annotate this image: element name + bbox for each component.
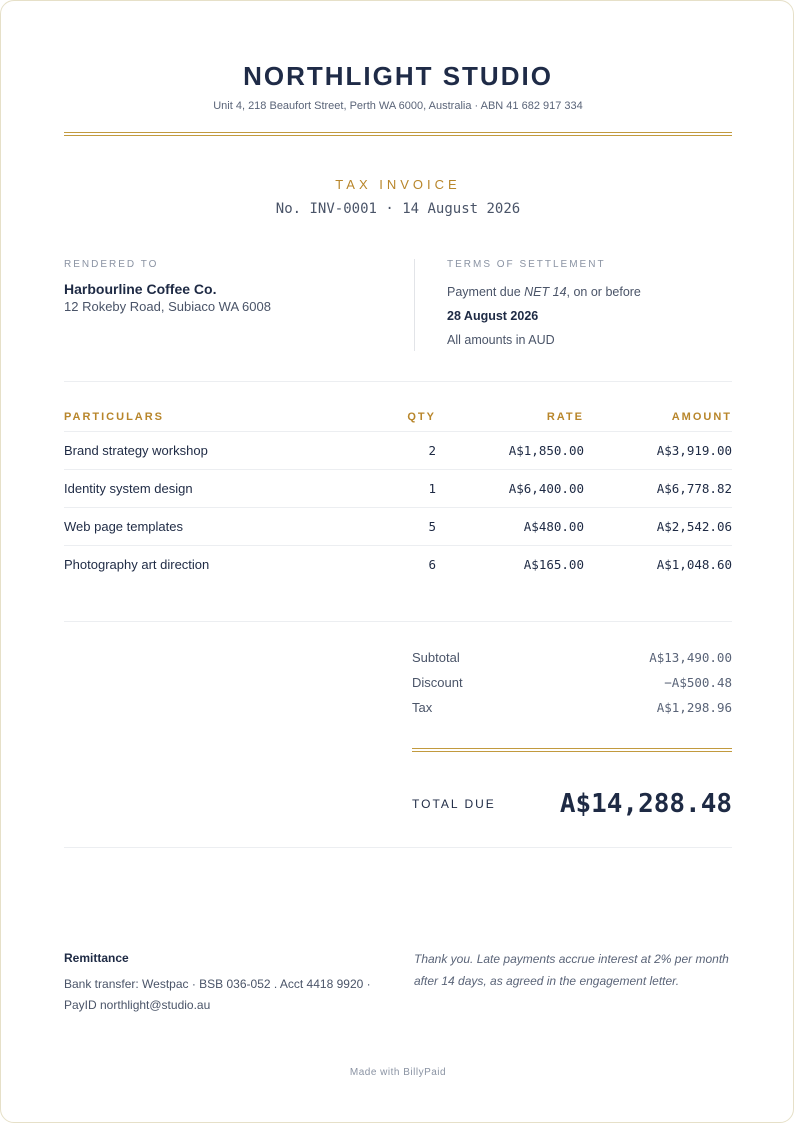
header-particulars: PARTICULARS bbox=[64, 405, 364, 432]
client-address: 12 Rokeby Road, Subiaco WA 6008 bbox=[64, 299, 271, 314]
rendered-to-label: RENDERED TO bbox=[64, 259, 159, 270]
remittance-title: Remittance bbox=[64, 951, 129, 965]
table-row bbox=[64, 508, 732, 546]
item-rate: A$1,850.00 bbox=[436, 432, 584, 470]
payment-terms-suffix: , on or before bbox=[566, 285, 641, 299]
payment-terms bbox=[447, 280, 732, 304]
total-rule-top bbox=[412, 748, 732, 749]
total-rule-bottom bbox=[412, 751, 732, 752]
subtotal-label: Subtotal bbox=[412, 650, 460, 665]
column-divider bbox=[414, 259, 415, 351]
table-end-divider bbox=[64, 621, 732, 622]
table-header-row bbox=[64, 405, 732, 432]
discount-value: −A$500.48 bbox=[664, 675, 732, 690]
net-terms: NET 14 bbox=[524, 285, 567, 299]
discount-row bbox=[412, 670, 732, 695]
discount-label: Discount bbox=[412, 675, 463, 690]
item-qty: 1 bbox=[364, 470, 436, 508]
terms-block bbox=[447, 259, 732, 352]
item-rate: A$165.00 bbox=[523, 557, 584, 572]
subtotal-value: A$13,490.00 bbox=[649, 650, 732, 665]
item-qty: 5 bbox=[364, 508, 436, 546]
payment-terms-prefix: Payment due bbox=[447, 285, 525, 299]
document-type: TAX INVOICE bbox=[335, 177, 461, 192]
header-rule-top bbox=[64, 132, 732, 133]
table-row bbox=[64, 470, 732, 508]
studio-address: Unit 4, 218 Beaufort Street, Perth WA 6000, Australia · ABN 41 682 917 334 bbox=[213, 100, 583, 112]
subtotal-row bbox=[412, 645, 732, 670]
tax-label: Tax bbox=[412, 700, 433, 715]
tax-row bbox=[412, 695, 732, 720]
client-name: Harbourline Coffee Co. bbox=[64, 281, 217, 297]
payment-note: Thank you. Late payments accrue interest at 2% per month after 14 days, as agreed in the engagement letter. bbox=[414, 952, 729, 988]
table-row bbox=[64, 546, 732, 584]
total-due-row bbox=[412, 789, 732, 819]
rendered-to-block bbox=[64, 259, 394, 314]
header-qty: QTY bbox=[364, 405, 436, 432]
item-rate: A$480.00 bbox=[436, 508, 584, 546]
item-qty: 6 bbox=[428, 557, 436, 572]
header-rate: RATE bbox=[436, 405, 584, 432]
item-particulars: Brand strategy workshop bbox=[64, 432, 364, 470]
item-particulars: Web page templates bbox=[64, 508, 364, 546]
table-row bbox=[64, 432, 732, 470]
totals-summary bbox=[412, 645, 732, 720]
remittance-block bbox=[64, 951, 374, 1016]
item-amount: A$2,542.06 bbox=[584, 508, 732, 546]
item-rate: A$6,400.00 bbox=[436, 470, 584, 508]
invoice-number-date: No. INV-0001 · 14 August 2026 bbox=[275, 201, 521, 217]
line-items-table bbox=[64, 405, 732, 583]
remittance-details: Bank transfer: Westpac · BSB 036-052 . Acct 4418 9920 · PayID northlight@studio.au bbox=[64, 977, 371, 1012]
total-due-value: A$14,288.48 bbox=[559, 789, 732, 819]
item-particulars: Photography art direction bbox=[64, 557, 210, 572]
item-amount: A$6,778.82 bbox=[584, 470, 732, 508]
currency-note: All amounts in AUD bbox=[447, 333, 555, 347]
terms-label: TERMS OF SETTLEMENT bbox=[447, 259, 606, 270]
item-amount: A$3,919.00 bbox=[584, 432, 732, 470]
total-due-label: TOTAL DUE bbox=[412, 797, 496, 811]
tax-value: A$1,298.96 bbox=[656, 700, 732, 715]
item-qty: 2 bbox=[364, 432, 436, 470]
made-with-footer: Made with BillyPaid bbox=[349, 1067, 447, 1078]
footer-divider bbox=[64, 847, 732, 848]
header-rule-bottom bbox=[64, 135, 732, 136]
header-amount: AMOUNT bbox=[584, 405, 732, 432]
studio-name: NORTHLIGHT STUDIO bbox=[243, 61, 553, 91]
item-particulars: Identity system design bbox=[64, 470, 364, 508]
section-divider bbox=[64, 381, 732, 382]
item-amount: A$1,048.60 bbox=[656, 557, 732, 572]
due-date: 28 August 2026 bbox=[447, 309, 539, 323]
